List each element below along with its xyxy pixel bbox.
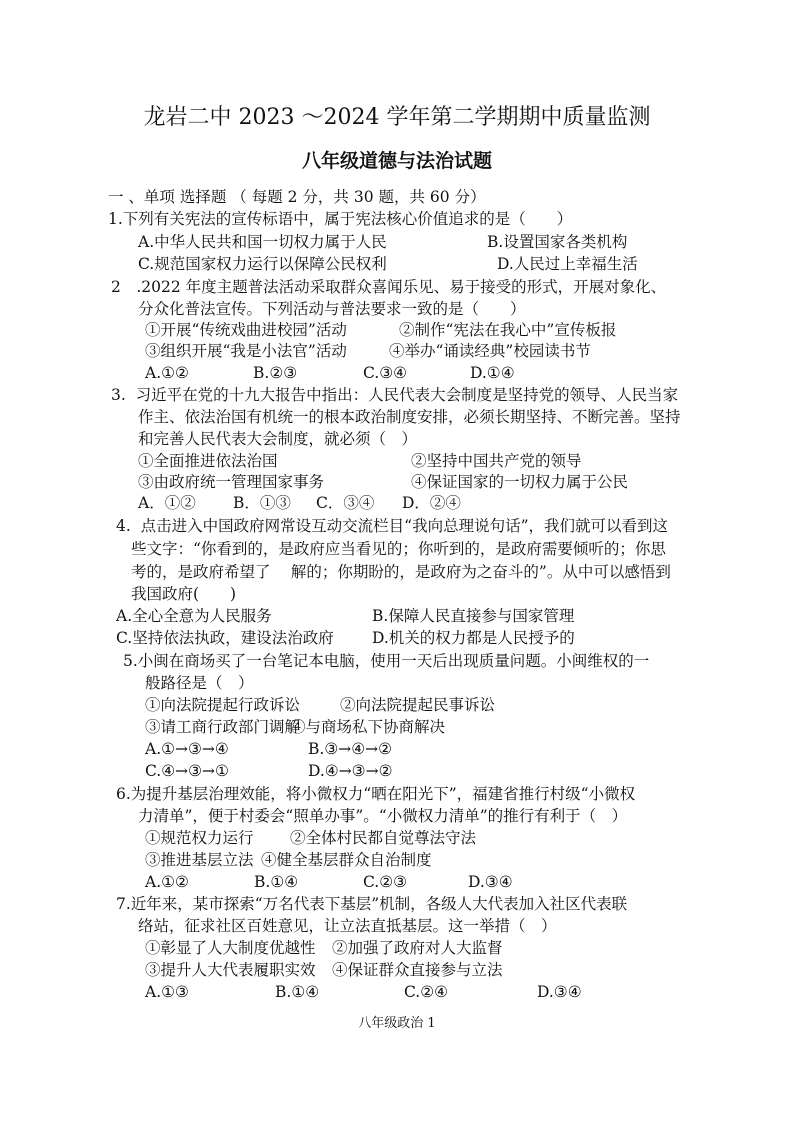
q2-option-a: A.①② — [145, 364, 189, 382]
q6-option-c: C.②③ — [363, 873, 408, 891]
q4-option-a: A.全心全意为人民服务 — [116, 607, 272, 625]
q3-option-c: C．③④ — [316, 494, 375, 512]
q2-option-b: B.②③ — [253, 364, 298, 382]
q2-option-d: D.①④ — [470, 364, 515, 382]
q7-statement-2: ②加强了政府对人大监督 — [332, 939, 503, 957]
q5-statement-2: ②向法院提起民事诉讼 — [340, 696, 496, 714]
q6-stem-line1: 6.为提升基层治理效能，将小微权力“晒在阳光下”，福建省推行村级“小微权 — [116, 785, 636, 803]
q2-statement-2: ②制作“宪法在我心中”宣传板报 — [399, 321, 617, 339]
q4-stem-line1: 4. 点击进入中国政府网常设互动交流栏目“我向总理说句话”，我们就可以看到这 — [116, 517, 668, 535]
q4-option-c: C.坚持依法执政，建设法治政府 — [116, 629, 334, 647]
q5-option-c: C.④→③→① — [145, 762, 229, 780]
q4-option-d: D.机关的权力都是人民授予的 — [372, 629, 575, 647]
q2-statement-3: ③组织开展“我是小法官”活动 — [145, 342, 347, 360]
q6-option-a: A.①② — [145, 873, 189, 891]
q3-stem-line1: 3. 习近平在党的十九大报告中指出：人民代表大会制度是坚持党的领导、人民当家 — [111, 386, 679, 404]
q7-option-c: C.②④ — [404, 983, 449, 1001]
q1-option-b: B.设置国家各类机构 — [487, 233, 628, 251]
q4-option-b: B.保障人民直接参与国家管理 — [372, 607, 575, 625]
q5-statement-3: ③请工商行政部门调解 — [145, 718, 301, 736]
q2-statement-4: ④举办“诵读经典”校园读书节 — [389, 342, 591, 360]
q6-statement-3: ③推进基层立法 — [145, 851, 254, 869]
q7-statement-4: ④保证群众直接参与立法 — [332, 961, 503, 979]
q1-option-d: D.人民过上幸福生活 — [497, 255, 638, 273]
q2-stem-line1: 2 .2022 年度主题普法活动采取群众喜闻乐见、易于接受的形式，开展对象化、 — [111, 278, 667, 296]
q6-statement-4: ④健全基层群众自治制度 — [261, 851, 432, 869]
q3-stem-line3: 和完善人民代表大会制度，就必须（ ） — [138, 430, 418, 448]
q6-stem-line2: 力清单”，便于村委会“照单办事”。“小微权力清单”的推行有利于（ ） — [138, 807, 628, 825]
q4-stem-line3: 考的，是政府希望了 解的；你期盼的，是政府为之奋斗的”。从中可以感悟到 — [131, 563, 671, 581]
q1-option-a: A.中华人民共和国一切权力属于人民 — [138, 233, 387, 251]
q2-option-c: C.③④ — [363, 364, 408, 382]
q5-stem-line1: 5.小闽在商场买了一台笔记本电脑，使用一天后出现质量问题。小闽维权的一 — [123, 652, 650, 670]
q2-stem-line2: 分众化普法宣传。下列活动与普法要求一致的是（ ） — [138, 300, 526, 318]
section-heading: 一 、单项 选择题 （ 每题 2 分，共 30 题，共 60 分） — [108, 188, 486, 206]
q4-stem-line2: 些文字：“你看到的，是政府应当看见的；你听到的，是政府需要倾听的；你思 — [131, 540, 666, 558]
q5-option-d: D.④→③→② — [308, 762, 393, 780]
q5-option-a: A.①→③→④ — [145, 740, 229, 758]
q5-statement-1: ①向法院提起行政诉讼 — [145, 696, 301, 714]
q6-statement-1: ①规范权力运行 — [145, 829, 254, 847]
q3-statement-4: ④保证国家的一切权力属于公民 — [411, 473, 629, 491]
q4-stem-line4: 我国政府( ) — [131, 585, 237, 603]
q7-statement-3: ③提升人大代表履职实效 — [145, 961, 316, 979]
q6-statement-2: ②全体村民都自觉尊法守法 — [290, 829, 477, 847]
q6-option-d: D.③④ — [468, 873, 513, 891]
q1-stem: 1.下列有关宪法的宣传标语中，属于宪法核心价值追求的是（ ） — [108, 210, 573, 228]
q3-option-d: D．②④ — [402, 494, 461, 512]
q5-statement-4: ④与商场私下协商解决 — [290, 718, 446, 736]
q3-statement-3: ③由政府统一管理国家事务 — [138, 473, 325, 491]
exam-subtitle: 八年级道德与法治试题 — [301, 150, 492, 172]
page-footer: 八年级政治 1 — [358, 1016, 436, 1031]
q3-statement-1: ①全面推进依法治国 — [138, 452, 278, 470]
q7-stem-line2: 络站，征求社区百姓意见，让立法直抵基层。这一举措（ ） — [138, 917, 557, 935]
exam-title: 龙岩二中 2023 ～2024 学年第二学期期中质量监测 — [143, 105, 651, 130]
q7-option-b: B.①④ — [275, 983, 320, 1001]
q5-stem-line2: 般路径是（ ） — [145, 674, 254, 692]
q1-option-c: C.规范国家权力运行以保障公民权利 — [138, 255, 387, 273]
q3-statement-2: ②坚持中国共产党的领导 — [411, 452, 582, 470]
q6-option-b: B.①④ — [254, 873, 299, 891]
q7-option-d: D.③④ — [537, 983, 582, 1001]
q7-option-a: A.①③ — [145, 983, 189, 1001]
q7-statement-1: ①彰显了人大制度优越性 — [145, 939, 316, 957]
q5-option-b: B.③→④→② — [308, 740, 392, 758]
q2-statement-1: ①开展“传统戏曲进校园”活动 — [145, 321, 347, 339]
q3-option-b: B．①③ — [233, 494, 291, 512]
q3-stem-line2: 作主、依法治国有机统一的根本政治制度安排，必须长期坚持、不断完善。坚持 — [138, 408, 681, 426]
q3-option-a: A．①② — [138, 494, 196, 512]
q7-stem-line1: 7.近年来，某市探索“万名代表下基层”机制，各级人大代表加入社区代表联 — [116, 895, 628, 913]
